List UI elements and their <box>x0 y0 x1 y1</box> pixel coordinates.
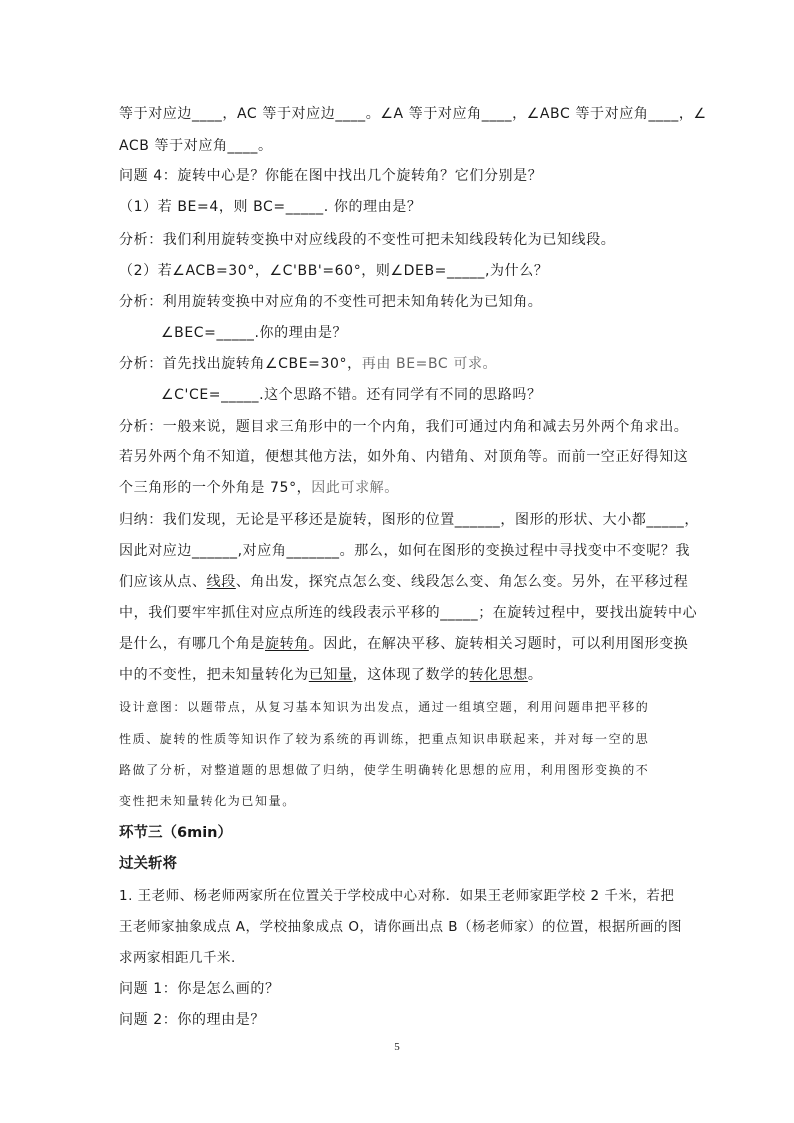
paragraph-line: 中，我们要牢牢抓住对应点所连的线段表示平移的_____；在旋转过程中，要找出旋转中心 <box>119 605 698 621</box>
question-line: 问题 1：你是怎么画的？ <box>119 981 280 997</box>
analysis-line: 分析：利用旋转变换中对应角的不变性可把未知角转化为已知角。 <box>119 294 543 310</box>
design-intent-line: 变性把未知量转化为已知量。 <box>119 794 296 808</box>
paragraph-line <box>119 665 542 685</box>
page-number: 5 <box>394 1041 400 1053</box>
underlined-term: 旋转角 <box>265 636 309 652</box>
text-span: 因此可求解。 <box>311 480 399 496</box>
paragraph-line: ∠BEC=_____.你的理由是？ <box>161 325 348 341</box>
paragraph-line: ACB 等于对应角____。 <box>119 138 273 154</box>
section-heading: 环节三（6min） <box>119 825 232 841</box>
underlined-term: 线段 <box>206 574 236 590</box>
underlined-term: 已知量 <box>308 667 353 683</box>
text-span: 是什么，有哪几个角是 <box>119 636 265 652</box>
summary-line: 归纳：我们发现，无论是平移还是旋转，图形的位置______，图形的形状、大小都_____， <box>119 512 699 528</box>
text-span: 们应该从点、 <box>119 574 207 590</box>
paragraph-line: 若另外两个角不知道，便想其他方法，如外角、内错角、对顶角等。而前一空正好得知这 <box>119 449 689 465</box>
paragraph-line <box>119 478 399 498</box>
problem-line: 求两家相距几千米. <box>119 950 236 966</box>
text-span: 分析：首先找出旋转角∠CBE=30°， <box>119 356 362 372</box>
analysis-line <box>119 354 497 374</box>
paragraph-line: ∠C'CE=_____.这个思路不错。还有同学有不同的思路吗？ <box>161 387 542 403</box>
question-line: 问题 2：你的理由是？ <box>119 1012 265 1028</box>
paragraph-line: 等于对应边____，AC 等于对应边____。∠A 等于对应角____，∠ABC 等于对应角____，∠ <box>119 106 707 122</box>
design-intent-line: 设计意图：以题带点，从复习基本知识为出发点，通过一组填空题，利用问题串把平移的 <box>119 700 650 714</box>
text-span: ，这体现了数学的 <box>352 667 470 683</box>
text-span: 。因此，在解决平移、旋转相关习题时，可以利用图形变换 <box>308 636 689 652</box>
problem-line: 1. 王老师、杨老师两家所在位置关于学校成中心对称．如果王老师家距学校 2 千米，若把 <box>119 888 675 904</box>
text-span: 。 <box>527 667 543 683</box>
paragraph-line: 因此对应边______,对应角_______。那么，如何在图形的变换过程中寻找变中不变呢？我 <box>119 543 691 559</box>
sub-question-1: （1）若 BE=4，则 BC=_____. 你的理由是？ <box>119 199 422 215</box>
problem-line: 王老师家抽象成点 A，学校抽象成点 O，请你画出点 B（杨老师家）的位置，根据所画的图 <box>119 919 682 935</box>
design-intent-line: 性质、旋转的性质等知识作了较为系统的再训练，把重点知识串联起来，并对每一空的思 <box>119 732 650 746</box>
text-span: 中的不变性，把未知量转化为 <box>119 667 309 683</box>
analysis-line: 分析：一般来说，题目求三角形中的一个内角，我们可通过内角和减去另外两个角求出。 <box>119 419 689 435</box>
paragraph-line <box>119 572 688 592</box>
text-span: 再由 BE=BC 可求。 <box>361 356 498 372</box>
design-intent-line: 路做了分析，对整道题的思想做了归纳，使学生明确转化思想的应用，利用图形变换的不 <box>119 763 650 777</box>
section-subheading: 过关斩将 <box>119 856 177 872</box>
paragraph-line <box>119 634 688 654</box>
text-span: 个三角形的一个外角是 75°， <box>119 480 312 496</box>
question-4-heading: 问题 4：旋转中心是？你能在图中找出几个旋转角？它们分别是？ <box>119 168 543 184</box>
analysis-line: 分析：我们利用旋转变换中对应线段的不变性可把未知线段转化为已知线段。 <box>119 232 616 248</box>
sub-question-2: （2）若∠ACB=30°，∠C'BB'=60°，则∠DEB=_____,为什么？ <box>119 263 549 279</box>
text-span: 、角出发，探究点怎么变、线段怎么变、角怎么变。另外，在平移过程 <box>235 574 689 590</box>
underlined-term: 转化思想 <box>469 667 528 683</box>
